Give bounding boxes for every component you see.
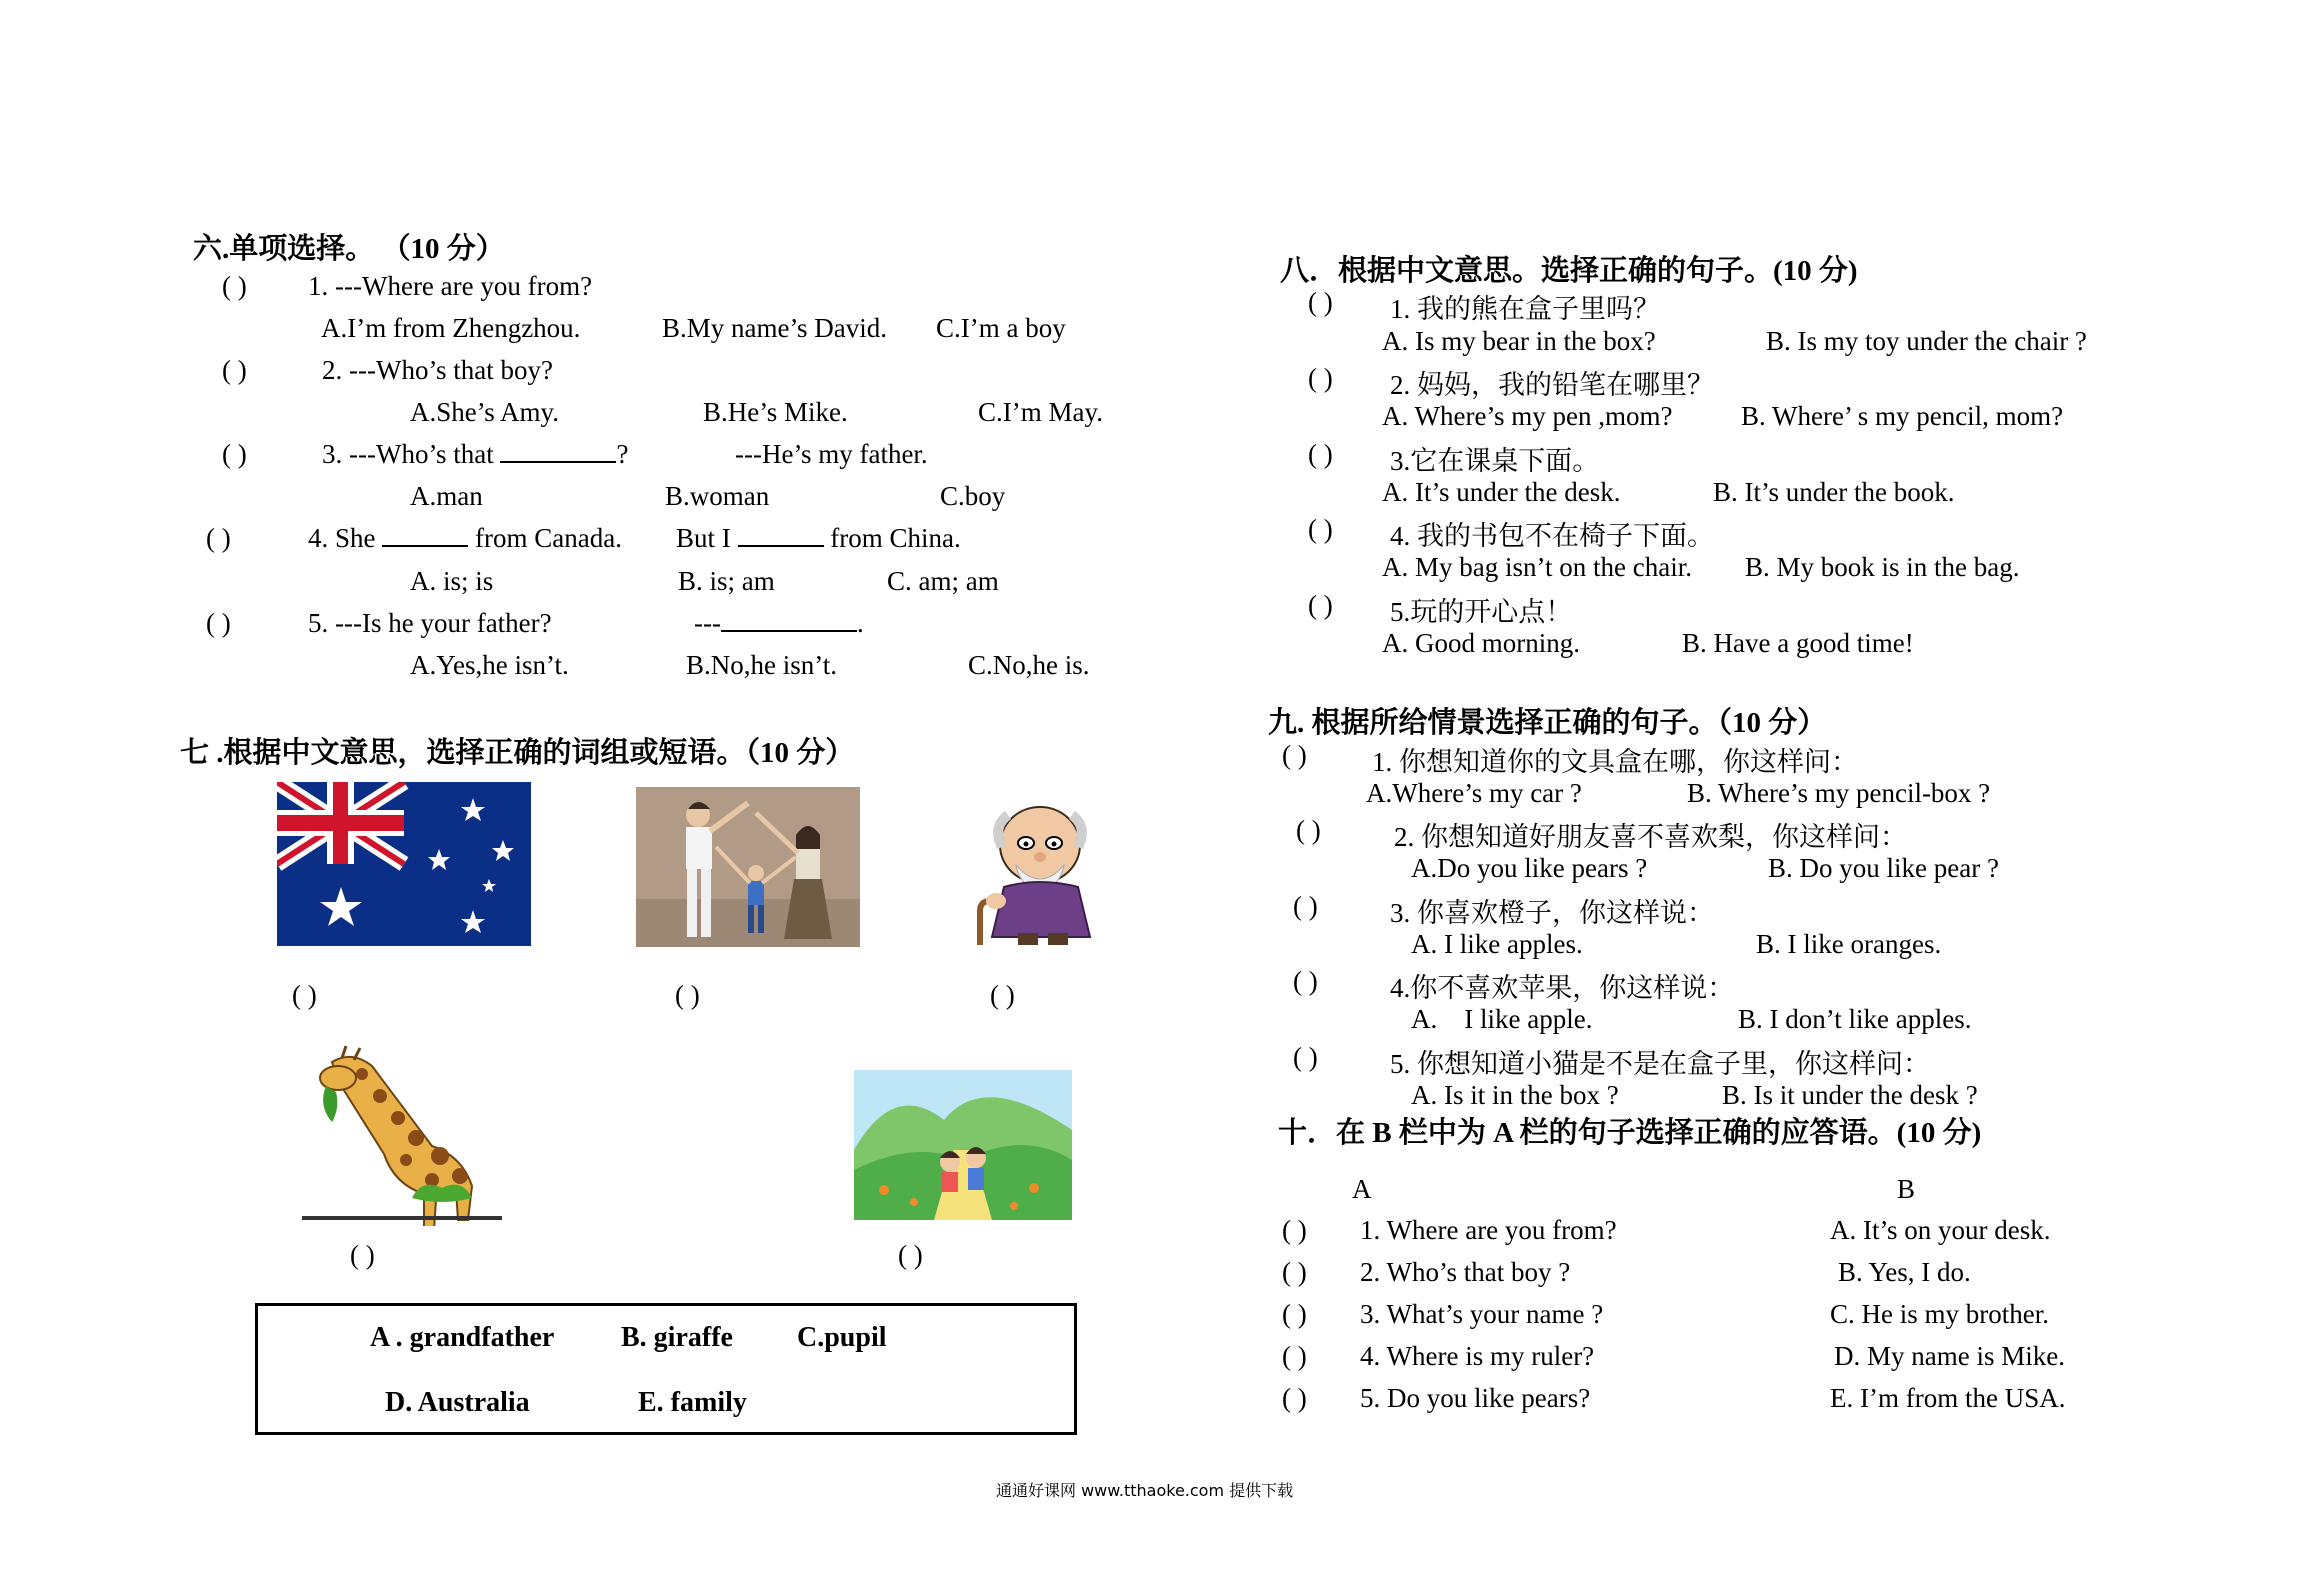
q10-3-a: 3. What’s your name ? [1360,1299,1604,1329]
q10-3-paren[interactable]: ( ) [1282,1299,1307,1329]
q8-1-cn: 1. 我的熊在盒子里吗？ [1390,294,1660,324]
q6-1-option-c: C.I’m a boy [936,313,1066,343]
q8-1-option-b: B. Is my toy under the chair ? [1766,326,2087,356]
q9-4-option-a: A. I like apple. [1411,1004,1593,1034]
column-a-header: A [1352,1174,1372,1204]
q6-4-option-b: B. is; am [678,566,775,596]
q8-5-paren[interactable]: ( ) [1308,590,1333,620]
q6-5-option-a: A.Yes,he isn’t. [410,650,569,680]
q6-5-dot: . [856,608,864,638]
q10-1-paren[interactable]: ( ) [1282,1215,1307,1245]
q8-3-option-a: A. It’s under the desk. [1382,477,1621,507]
q6-3-stem [322,439,628,470]
q9-3-option-a: A. I like apples. [1411,929,1583,959]
word-option-d: D. Australia [385,1387,530,1418]
q9-5-cn: 5. 你想知道小猫是不是在盒子里，你这样问： [1390,1049,1930,1079]
q8-2-option-a: A. Where’s my pen ,mom? [1382,401,1673,431]
q9-1-option-b: B. Where’s my pencil-box ? [1687,778,1991,808]
q10-5-b: E. I’m from the USA. [1830,1383,2066,1413]
q8-3-cn: 3.它在课桌下面。 [1390,446,1600,476]
grandfather-image [960,797,1124,947]
q6-1-option-b: B.My name’s David. [662,313,887,343]
q6-3-stem-post: ? [616,439,629,469]
q6-3-stem-pre: 3. ---Who’s that [322,439,494,469]
word-option-a: A . grandfather [370,1322,555,1353]
q8-3-option-b: B. It’s under the book. [1713,477,1955,507]
section7-title: 七 .根据中文意思，选择正确的词组或短语。（10 分） [180,737,855,769]
q9-5-option-b: B. Is it under the desk ? [1722,1080,1978,1110]
q6-3-option-c: C.boy [940,481,1006,511]
q10-1-b: A. It’s on your desk. [1830,1215,2051,1245]
q10-1-a: 1. Where are you from? [1360,1215,1617,1245]
word-option-e: E. family [638,1387,747,1418]
q6-3-paren[interactable]: ( ) [222,439,247,469]
q6-1-option-a: A.I’m from Zhengzhou. [321,313,581,343]
q6-5-option-b: B.No,he isn’t. [686,650,838,680]
q6-5-paren[interactable]: ( ) [206,608,231,638]
q6-4-post: from China. [830,523,961,553]
s7-answer-blank-2[interactable]: ( ) [675,980,700,1010]
column-b-header: B [1897,1174,1916,1204]
q10-4-a: 4. Where is my ruler? [1360,1341,1595,1371]
q9-5-option-a: A. Is it in the box ? [1411,1080,1619,1110]
q6-1-stem: 1. ---Where are you from? [308,271,593,301]
q6-2-paren[interactable]: ( ) [222,355,247,385]
q8-2-paren[interactable]: ( ) [1308,363,1333,393]
q8-2-option-b: B. Where’ s my pencil, mom? [1741,401,2064,431]
q9-2-cn: 2. 你想知道好朋友喜不喜欢梨，你这样问： [1394,822,1907,852]
q10-5-paren[interactable]: ( ) [1282,1383,1307,1413]
q9-2-option-a: A.Do you like pears ? [1411,853,1648,883]
q6-1-paren[interactable]: ( ) [222,271,247,301]
s7-answer-blank-5[interactable]: ( ) [898,1240,923,1270]
q6-4-but: But I [676,523,731,553]
q6-3-answer: ---He’s my father. [735,439,928,469]
q6-5-dash: --- [694,608,721,638]
q6-5-blank[interactable] [721,629,857,632]
q8-4-option-a: A. My bag isn’t on the chair. [1382,552,1692,582]
q8-1-paren[interactable]: ( ) [1308,287,1333,317]
page-footer: 通通好课网 www.tthaoke.com 提供下载 [996,1481,1294,1500]
q9-5-paren[interactable]: ( ) [1293,1042,1318,1072]
q9-1-paren[interactable]: ( ) [1282,740,1307,770]
q8-2-cn: 2. 妈妈，我的铅笔在哪里？ [1390,370,1714,400]
q8-3-paren[interactable]: ( ) [1308,439,1333,469]
q6-4-paren[interactable]: ( ) [206,523,231,553]
q10-2-paren[interactable]: ( ) [1282,1257,1307,1287]
q9-2-option-b: B. Do you like pear ? [1768,853,1999,883]
q10-5-a: 5. Do you like pears? [1360,1383,1591,1413]
q9-1-option-a: A.Where’s my car ? [1366,778,1582,808]
q9-4-option-b: B. I don’t like apples. [1738,1004,1972,1034]
section8-title: 八．根据中文意思。选择正确的句子。(10 分) [1280,255,1858,287]
word-option-c: C.pupil [797,1322,887,1353]
q6-2-option-b: B.He’s Mike. [703,397,848,427]
q6-4-pre: 4. She [308,523,376,553]
s7-answer-blank-4[interactable]: ( ) [350,1240,375,1270]
q6-2-option-a: A.She’s Amy. [410,397,560,427]
q6-2-stem: 2. ---Who’s that boy? [322,355,553,385]
q9-3-option-b: B. I like oranges. [1756,929,1942,959]
giraffe-image [302,1038,502,1226]
q9-2-paren[interactable]: ( ) [1296,815,1321,845]
q6-3-option-b: B.woman [665,481,770,511]
q6-4-stem-2 [676,523,961,554]
q6-3-option-a: A.man [410,481,483,511]
q8-5-option-a: A. Good morning. [1382,628,1580,658]
q6-4-option-a: A. is; is [410,566,494,596]
family-image [636,787,860,947]
q8-5-cn: 5.玩的开心点！ [1390,597,1573,627]
q6-3-blank[interactable] [500,460,616,463]
s7-answer-blank-3[interactable]: ( ) [990,980,1015,1010]
q8-4-cn: 4. 我的书包不在椅子下面。 [1390,521,1714,551]
s7-answer-blank-1[interactable]: ( ) [292,980,317,1010]
q9-3-cn: 3. 你喜欢橙子，你这样说： [1390,898,1714,928]
q8-4-paren[interactable]: ( ) [1308,514,1333,544]
q6-2-option-c: C.I’m May. [978,397,1103,427]
q6-4-blank-2[interactable] [738,544,824,547]
q10-4-b: D. My name is Mike. [1834,1341,2065,1371]
q10-4-paren[interactable]: ( ) [1282,1341,1307,1371]
q10-2-a: 2. Who’s that boy ? [1360,1257,1571,1287]
q6-4-option-c: C. am; am [887,566,999,596]
q9-1-cn: 1. 你想知道你的文具盒在哪，你这样问： [1372,747,1858,777]
section10-title: 十．在 B 栏中为 A 栏的句子选择正确的应答语。(10 分) [1278,1117,1982,1149]
q9-4-paren[interactable]: ( ) [1293,966,1318,996]
q6-4-blank-1[interactable] [382,544,468,547]
q9-3-paren[interactable]: ( ) [1293,891,1318,921]
q10-2-b: B. Yes, I do. [1838,1257,1971,1287]
section6-title: 六.单项选择。 （10 分） [193,233,505,265]
q8-1-option-a: A. Is my bear in the box? [1382,326,1656,356]
q6-4-mid: from Canada. [475,523,622,553]
q8-5-option-b: B. Have a good time! [1682,628,1914,658]
q6-5-answer [694,608,864,639]
q9-4-cn: 4.你不喜欢苹果，你这样说： [1390,973,1735,1003]
q6-4-stem [308,523,622,554]
q10-3-b: C. He is my brother. [1830,1299,2049,1329]
australia-flag-image [277,782,531,946]
q8-4-option-b: B. My book is in the bag. [1745,552,2020,582]
pupil-image [854,1070,1072,1220]
section9-title: 九. 根据所给情景选择正确的句子。（10 分） [1268,707,1827,739]
q6-5-stem: 5. ---Is he your father? [308,608,552,638]
word-option-b: B. giraffe [621,1322,733,1353]
q6-5-option-c: C.No,he is. [968,650,1090,680]
